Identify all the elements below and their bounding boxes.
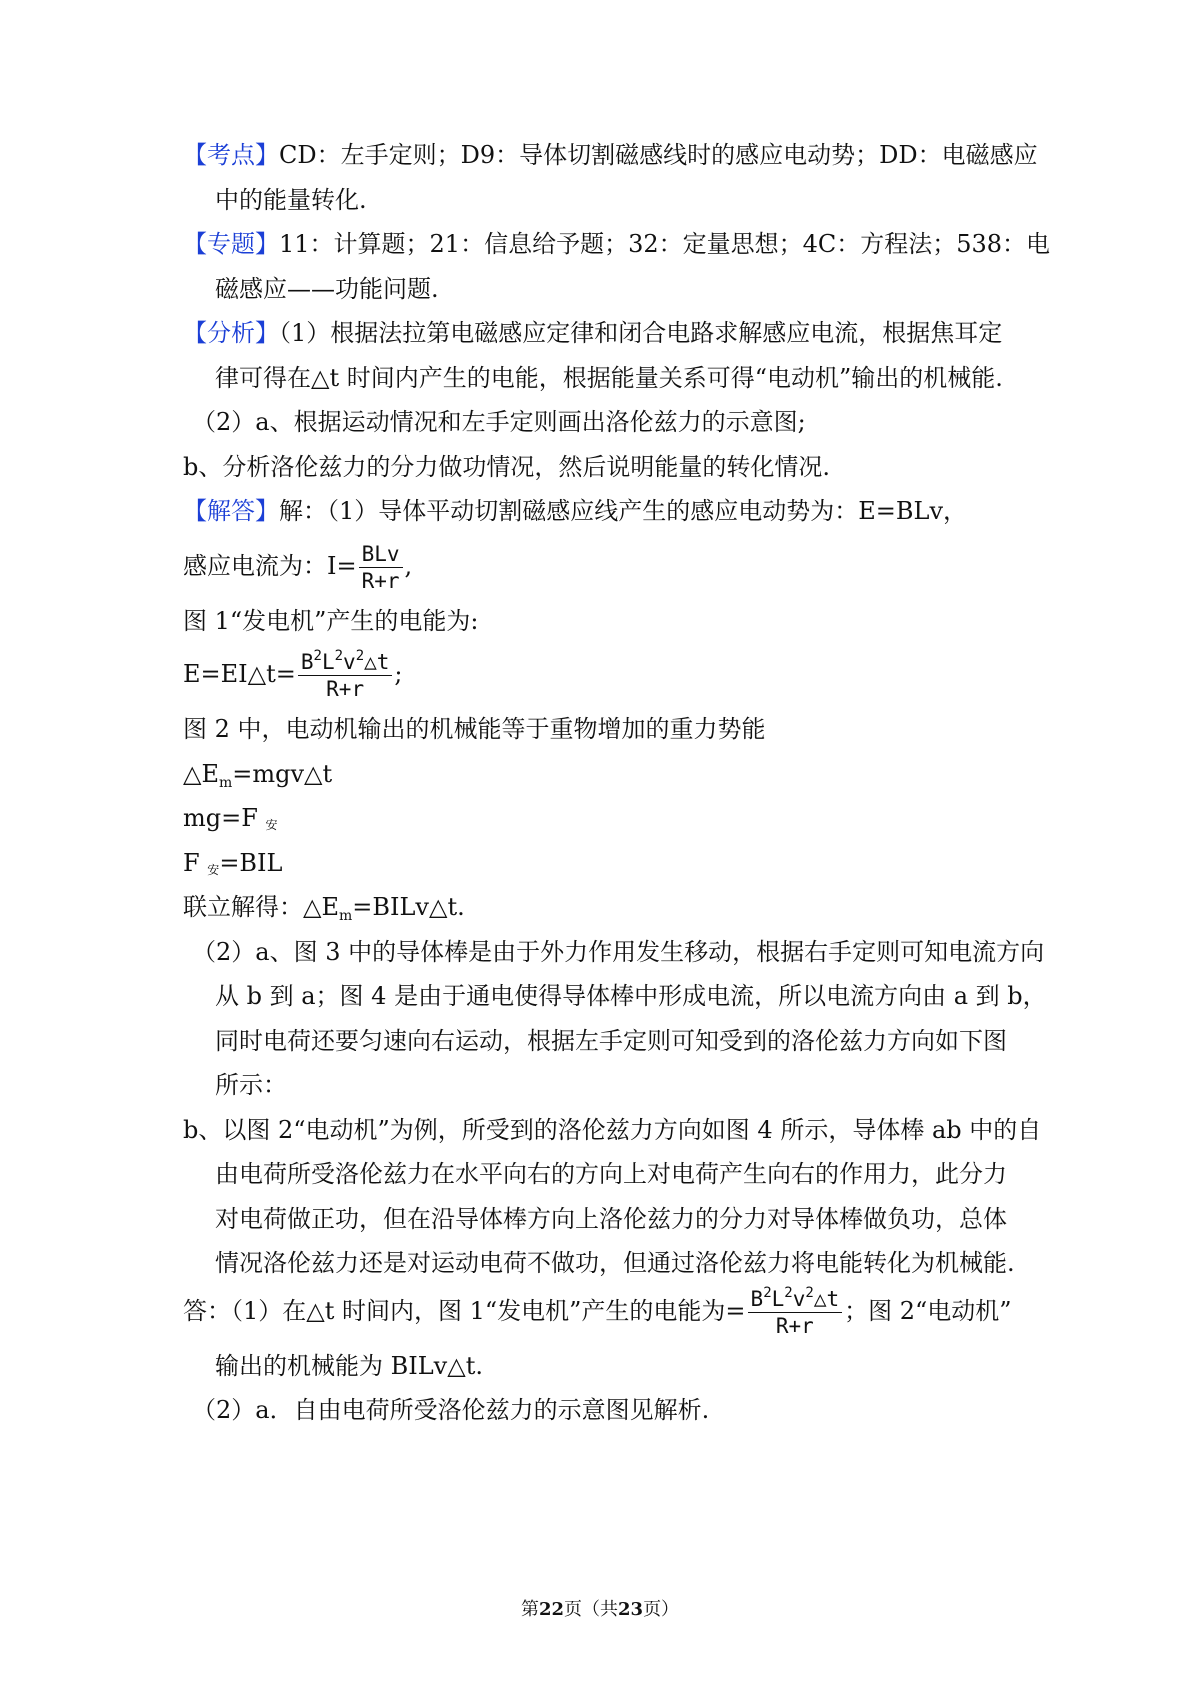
kaodian-line-1	[183, 139, 1038, 171]
em-prefix: △E	[183, 760, 219, 788]
zhuanti-line-2: 磁感应——功能问题.	[215, 275, 439, 303]
answer-exp-v: 2	[805, 1285, 814, 1301]
lianli-prefix: 联立解得：△E	[183, 893, 339, 921]
fenxi-text-1: （1）根据法拉第电磁感应定律和闭合电路求解感应电流，根据焦耳定	[279, 319, 1003, 347]
lianli-line	[183, 891, 465, 932]
zhuanti-tag: 【专题】	[183, 230, 279, 258]
fenxi-line-1	[183, 317, 1002, 349]
fan-prefix: F	[183, 849, 200, 877]
fenxi-line-2: 律可得在△t 时间内产生的电能，根据能量关系可得“电动机”输出的机械能.	[215, 364, 1003, 392]
zhuanti-text-1: 11：计算题；21：信息给予题；32：定量思想；4C：方程法；538：电	[279, 230, 1051, 258]
answer-denominator: R+r	[775, 1314, 814, 1338]
answer-line-3: （2）a．自由电荷所受洛伦兹力的示意图见解析.	[192, 1396, 710, 1424]
em-formula-line	[183, 758, 332, 799]
energy-num-l: L	[321, 650, 335, 674]
footer-total-pages: 23	[618, 1599, 644, 1620]
footer-mid: 页（共	[564, 1599, 618, 1620]
answer-fraction	[748, 1287, 843, 1338]
energy-num-t: △t	[364, 650, 390, 674]
current-denominator: R+r	[361, 569, 400, 593]
answer-line-2: 输出的机械能为 BILv△t.	[215, 1352, 483, 1380]
mg-formula-line	[183, 802, 278, 841]
kaodian-text-1: CD：左手定则；D9：导体切割磁感线时的感应电动势；DD：电磁感应	[279, 141, 1038, 169]
current-numerator: BLv	[359, 542, 403, 568]
energy-formula-line	[183, 648, 403, 701]
p2-line-4: 所示：	[215, 1071, 287, 1099]
lianli-subscript: m	[338, 908, 353, 924]
p2-line-3: 同时电荷还要匀速向右运动，根据左手定则可知受到的洛伦兹力方向如下图	[215, 1027, 1007, 1055]
jieda-tag: 【解答】	[183, 497, 279, 525]
answer-suffix: ；图 2“电动机”	[844, 1297, 1012, 1325]
kaodian-line-2: 中的能量转化.	[215, 186, 367, 214]
fan-suffix: =BIL	[219, 849, 283, 877]
energy-numerator	[298, 650, 393, 676]
b-line-2: 由电荷所受洛伦兹力在水平向右的方向上对电荷产生向右的作用力，此分力	[215, 1160, 1007, 1188]
answer-num-v: v	[792, 1287, 806, 1311]
answer-numerator	[748, 1287, 843, 1313]
energy-num-b: B	[300, 650, 314, 674]
current-prefix: 感应电流为：I=	[183, 552, 357, 580]
p2-line-1: （2）a、图 3 中的导体棒是由于外力作用发生移动，根据右手定则可知电流方向	[192, 938, 1045, 966]
energy-exp-v: 2	[355, 648, 365, 664]
jieda-text-1: 解：（1）导体平动切割磁感应线产生的感应电动势为：E=BLv，	[279, 497, 968, 525]
energy-num-v: v	[343, 650, 356, 674]
page-footer	[0, 1598, 1200, 1622]
current-suffix: ,	[404, 552, 413, 580]
energy-suffix: ;	[394, 660, 403, 688]
lianli-suffix: =BILv△t.	[352, 893, 465, 921]
em-suffix: =mgv△t	[232, 760, 333, 788]
energy-fraction	[298, 650, 393, 701]
fan-an-subscript: 安	[207, 863, 220, 877]
footer-page-number: 22	[538, 1599, 564, 1620]
energy-exp-l: 2	[334, 648, 344, 664]
energy-exp-b: 2	[313, 648, 322, 664]
answer-num-b: B	[750, 1287, 764, 1311]
answer-num-t: △t	[813, 1287, 840, 1311]
p2-line-2: 从 b 到 a；图 4 是由于通电使得导体棒中形成电流，所以电流方向由 a 到 b，	[215, 982, 1047, 1010]
em-subscript: m	[218, 775, 233, 791]
current-fraction	[359, 542, 403, 593]
current-formula-line	[183, 540, 412, 593]
answer-prefix: 答：（1）在△t 时间内，图 1“发电机”产生的电能为=	[183, 1297, 746, 1325]
fenxi-tag: 【分析】	[183, 319, 279, 347]
b-line-3: 对电荷做正功，但在沿导体棒方向上洛伦兹力的分力对导体棒做负功，总体	[215, 1205, 1007, 1233]
energy-denominator: R+r	[326, 677, 365, 701]
answer-line-1	[183, 1285, 1012, 1338]
b-line-4: 情况洛伦兹力还是对运动电荷不做功，但通过洛伦兹力将电能转化为机械能.	[215, 1249, 1015, 1277]
answer-exp-b: 2	[763, 1285, 772, 1301]
fig1-line: 图 1“发电机”产生的电能为:	[183, 607, 479, 635]
fenxi-line-4: b、分析洛伦兹力的分力做功情况，然后说明能量的转化情况.	[183, 453, 830, 481]
mg-an-subscript: 安	[265, 818, 278, 832]
mg-text: mg=F	[183, 804, 258, 832]
footer-post: 页）	[643, 1599, 680, 1620]
jieda-line-1	[183, 495, 967, 527]
answer-num-l: L	[771, 1287, 785, 1311]
fig2-line: 图 2 中，电动机输出的机械能等于重物增加的重力势能	[183, 715, 766, 743]
fenxi-line-3: （2）a、根据运动情况和左手定则画出洛伦兹力的示意图;	[192, 408, 806, 436]
energy-prefix: E=EI△t=	[183, 660, 296, 688]
answer-exp-l: 2	[784, 1285, 793, 1301]
fan-formula-line	[183, 847, 282, 886]
b-line-1: b、以图 2“电动机”为例，所受到的洛伦兹力方向如图 4 所示，导体棒 ab 中的自	[183, 1116, 1042, 1144]
footer-pre: 第	[520, 1599, 539, 1620]
zhuanti-line-1	[183, 228, 1050, 260]
kaodian-tag: 【考点】	[183, 141, 279, 169]
